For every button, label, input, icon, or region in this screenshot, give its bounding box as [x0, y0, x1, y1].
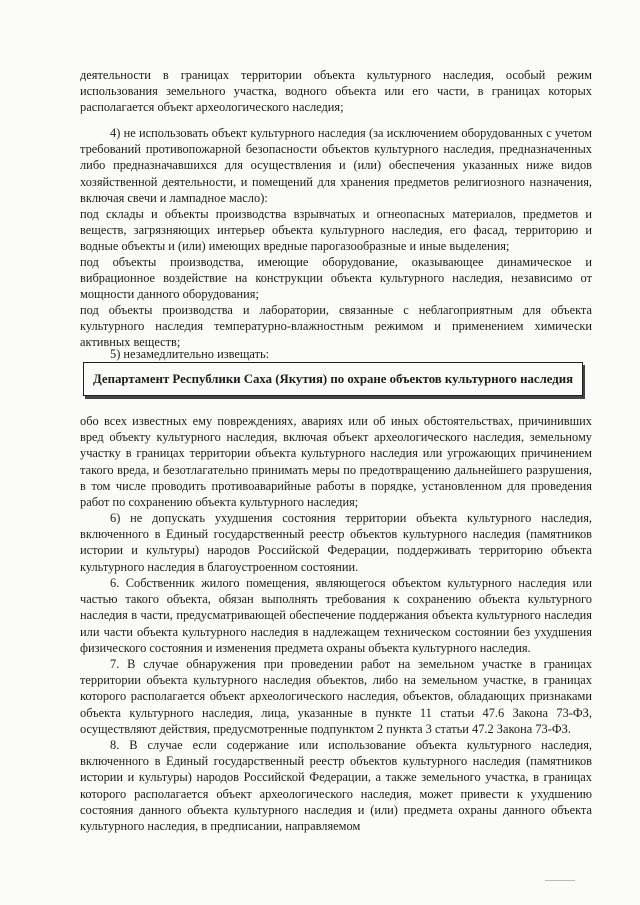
paragraph-section-6: 6. Собственник жилого помещения, являющегося объектом культурного наследия или частью такого объекта, обязан выполнять требования к сохранению объекта культурного наследия в части, предусматривающей обеспечение поддержания объекта культурного наследия или части объекта культурного наследия в надлежащем техническом состоянии без ухудшения физического состояния и изменения предмета охраны объекта культурного наследия.: [80, 576, 592, 655]
paragraph-warehouses: под склады и объекты производства взрывчатых и огнеопасных материалов, предметов и веществ, загрязняющих интерьер объекта культурного наследия, его фасад, территорию и водные объекты и (или) имеющих вредные парогазообразные и иные выделения;: [80, 207, 592, 254]
paragraph-section-8: 8. В случае если содержание или использование объекта культурного наследия, включенного в Единый государственный реестр объектов культурного наследия (памятников истории и культуры) народов Российской Федерации, а также земельного участка, в границах которого располагается объект археологического наследия, может привести к ухудшению состояния данного объекта культурного наследия и (или) предмета охраны данного объекта культурного наследия, в предписании, направляемом: [80, 738, 592, 834]
paragraph-laboratories: под объекты производства и лаборатории, связанные с неблагоприятным для объекта культурного наследия температурно-влажностным режимом и применением химически активных веществ;: [80, 303, 592, 350]
paragraph-notify-damages: обо всех известных ему повреждениях, авариях или об иных обстоятельствах, причинивших вред объекту культурного наследия, включая объект археологического наследия, земельному участку в границах территории объекта культурного наследия или угрожающих причинением такого вреда, и безотлагательно принимать меры по предотвращению дальнейшего разрушения, в том числе проводить противоаварийные работы в порядке, установленном для проведения работ по сохранению объекта культурного наследия;: [80, 414, 592, 510]
scan-mark: [545, 880, 575, 881]
paragraph-item-5: 5) незамедлительно извещать:: [110, 347, 270, 361]
paragraph-section-7: 7. В случае обнаружения при проведении работ на земельном участке в границах территории объекта культурного наследия объектов, либо на земельном участке, в границах которого располагается объект археологического наследия, объектов, обладающих признаками объекта культурного наследия, лица, указанные в пункте 11 статьи 47.6 Закона 73-ФЗ, осуществляют действия, предусмотренные подпунктом 2 пункта 3 статьи 47.2 Закона 73-ФЗ.: [80, 657, 592, 736]
paragraph-item-6: 6) не допускать ухудшения состояния территории объекта культурного наследия, включенного в Единый государственный реестр объектов культурного наследия (памятников истории и культуры) народов Российской Федерации, поддерживать территорию объекта культурного наследия в благоустроенном состоянии.: [80, 511, 592, 574]
department-header-box: [83, 362, 583, 396]
department-title: Департамент Республики Саха (Якутия) по охране объектов культурного наследия: [92, 371, 574, 386]
paragraph-production: под объекты производства, имеющие оборудование, оказывающее динамическое и вибрационное воздействие на конструкции объекта культурного наследия, независимо от мощности данного оборудования;: [80, 255, 592, 302]
paragraph-item-4: 4) не использовать объект культурного наследия (за исключением оборудованных с учетом требований противопожарной безопасности объектов культурного наследия, предназначенных либо предназначавшихся для осуществления и (или) обеспечения указанных ниже видов хозяйственной деятельности, и помещений для хранения предметов религиозного назначения, включая свечи и лампадное масло):: [80, 126, 592, 205]
paragraph-continuation: деятельности в границах территории объекта культурного наследия, особый режим использования земельного участка, водного объекта или его части, в границах которых располагается объект археологического наследия;: [80, 68, 592, 115]
